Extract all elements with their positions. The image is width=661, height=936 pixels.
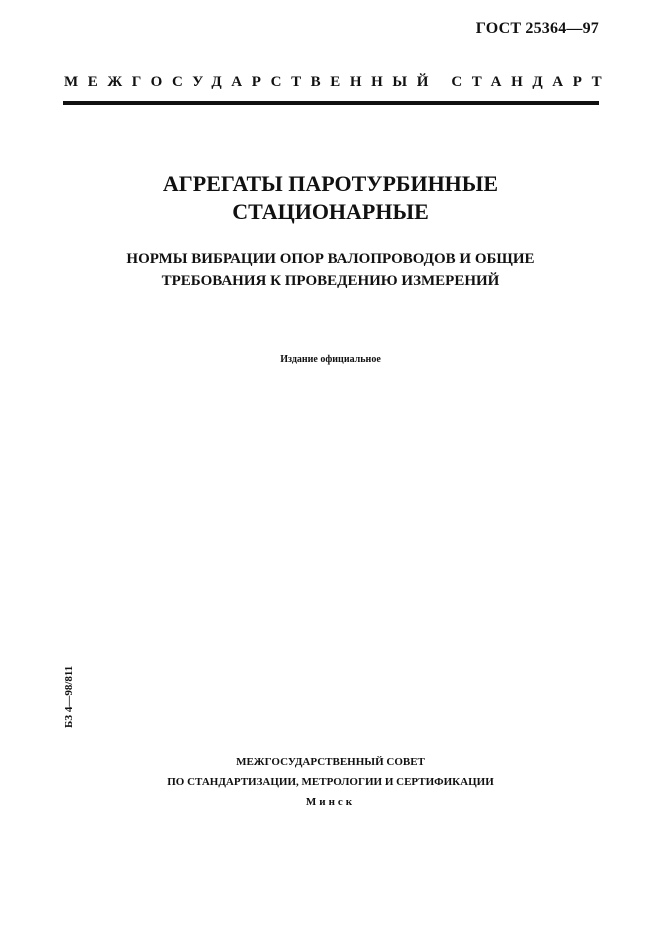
publisher-city: Минск [305, 796, 356, 808]
document-code: ГОСТ 25364—97 [475, 20, 599, 37]
title-line-2: СТАЦИОНАРНЫЕ [232, 199, 429, 224]
title-line-1: АГРЕГАТЫ ПАРОТУРБИННЫЕ [162, 171, 499, 196]
publisher-line-2: ПО СТАНДАРТИЗАЦИИ, МЕТРОЛОГИИ И СЕРТИФИКАЦИИ [167, 776, 494, 788]
header-rule [63, 101, 599, 105]
document-subtitle [0, 248, 661, 292]
edition-note: Издание официальное [280, 354, 381, 365]
subtitle-line-1: НОРМЫ ВИБРАЦИИ ОПОР ВАЛОПРОВОДОВ И ОБЩИЕ [126, 251, 535, 267]
publisher-block [0, 752, 661, 812]
side-registration-code: БЗ 4—98/811 [63, 665, 75, 728]
publisher-line-1: МЕЖГОСУДАРСТВЕННЫЙ СОВЕТ [236, 756, 425, 768]
subtitle-line-2: ТРЕБОВАНИЯ К ПРОВЕДЕНИЮ ИЗМЕРЕНИЙ [161, 273, 500, 289]
standard-type-heading: МЕЖГОСУДАРСТВЕННЫЙ СТАНДАРТ [64, 74, 612, 90]
document-title [0, 170, 661, 226]
